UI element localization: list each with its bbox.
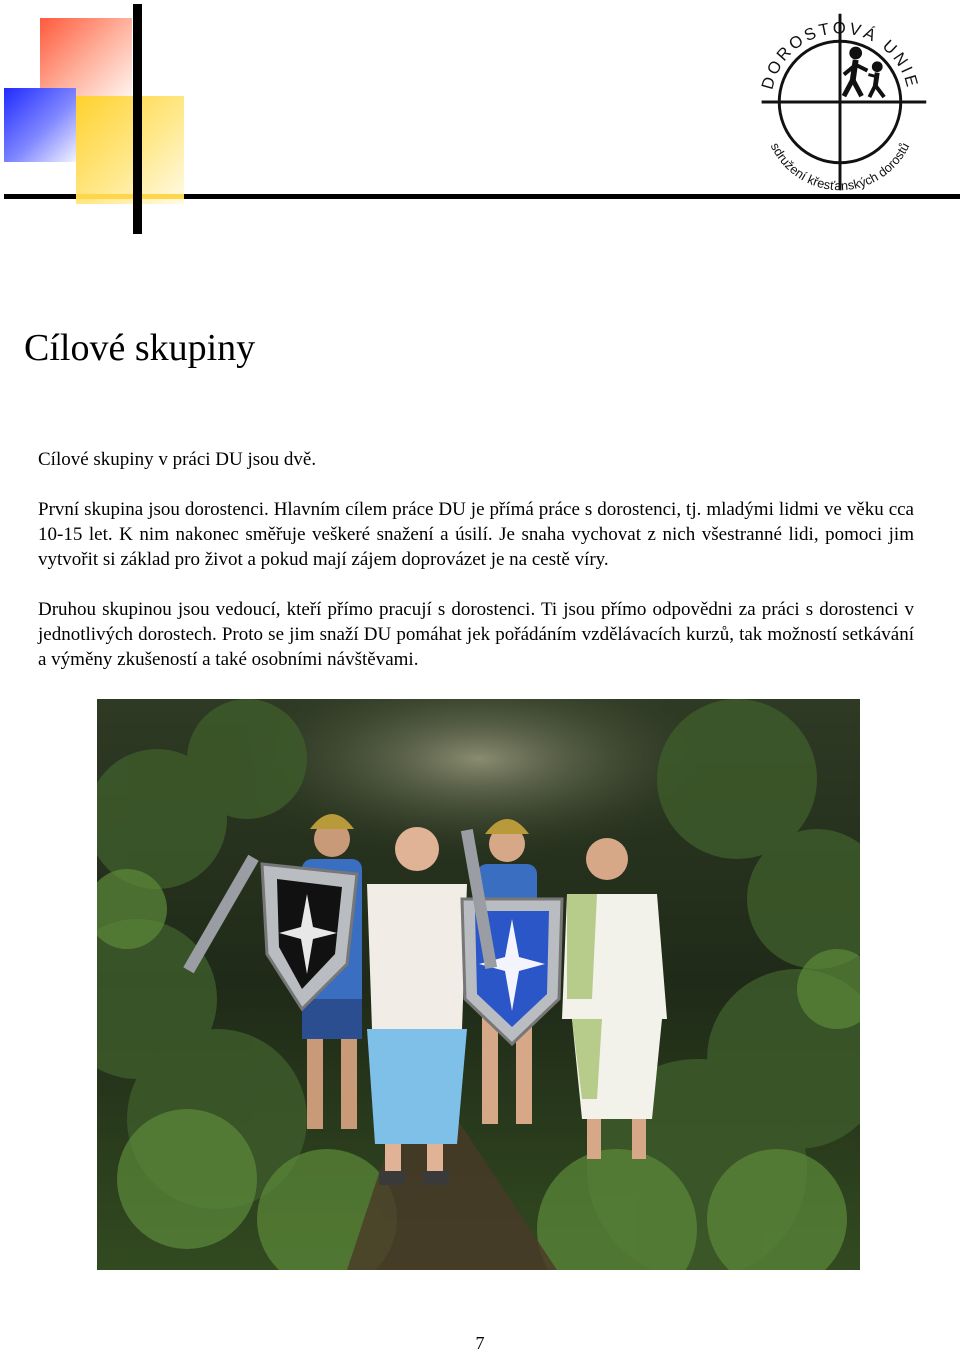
header-rule-gap [76, 194, 184, 199]
paragraph-second-group: Druhou skupinou jsou vedoucí, kteří přímo pracují s dorostenci. Ti jsou přímo odpovědni za práci s dorostenci v jednotlivých dorostech. Proto se jim snaží DU pomáhat jek pořádáním vzdělávacích kurzů, tak možností setkávání a výměny zkušeností a také osobními návštěvami. [38, 599, 914, 670]
header-rule-vertical [133, 4, 142, 234]
dorostova-unie-logo [742, 4, 938, 200]
group-photo [97, 699, 860, 1270]
logo-bottom-text: sdružení křesťanských dorostů [767, 140, 913, 194]
paragraph-intro: Cílové skupiny v práci DU jsou dvě. [38, 449, 317, 470]
header-decor-yellow-square [76, 96, 184, 204]
page-number: 7 [475, 1333, 485, 1353]
logo-top-text: DOROSTOVÁ UNIE [757, 18, 923, 92]
paragraph-first-group: První skupina jsou dorostenci. Hlavním cílem práce DU je přímá práce s dorostenci, tj. mladými lidmi ve věku cca 10-15 let. K nim nakonec směřuje veškeré snažení a úsilí. Je snaha vychovat z nich všestranné lidi, pomoci jim vytvořit si základ pro život a pokud mají zájem doprovázet je na cestě víry. [38, 499, 914, 570]
header-decor-red-square [40, 18, 132, 96]
page-title: Cílové skupiny [24, 327, 256, 369]
header-decor-blue-square [4, 88, 76, 162]
